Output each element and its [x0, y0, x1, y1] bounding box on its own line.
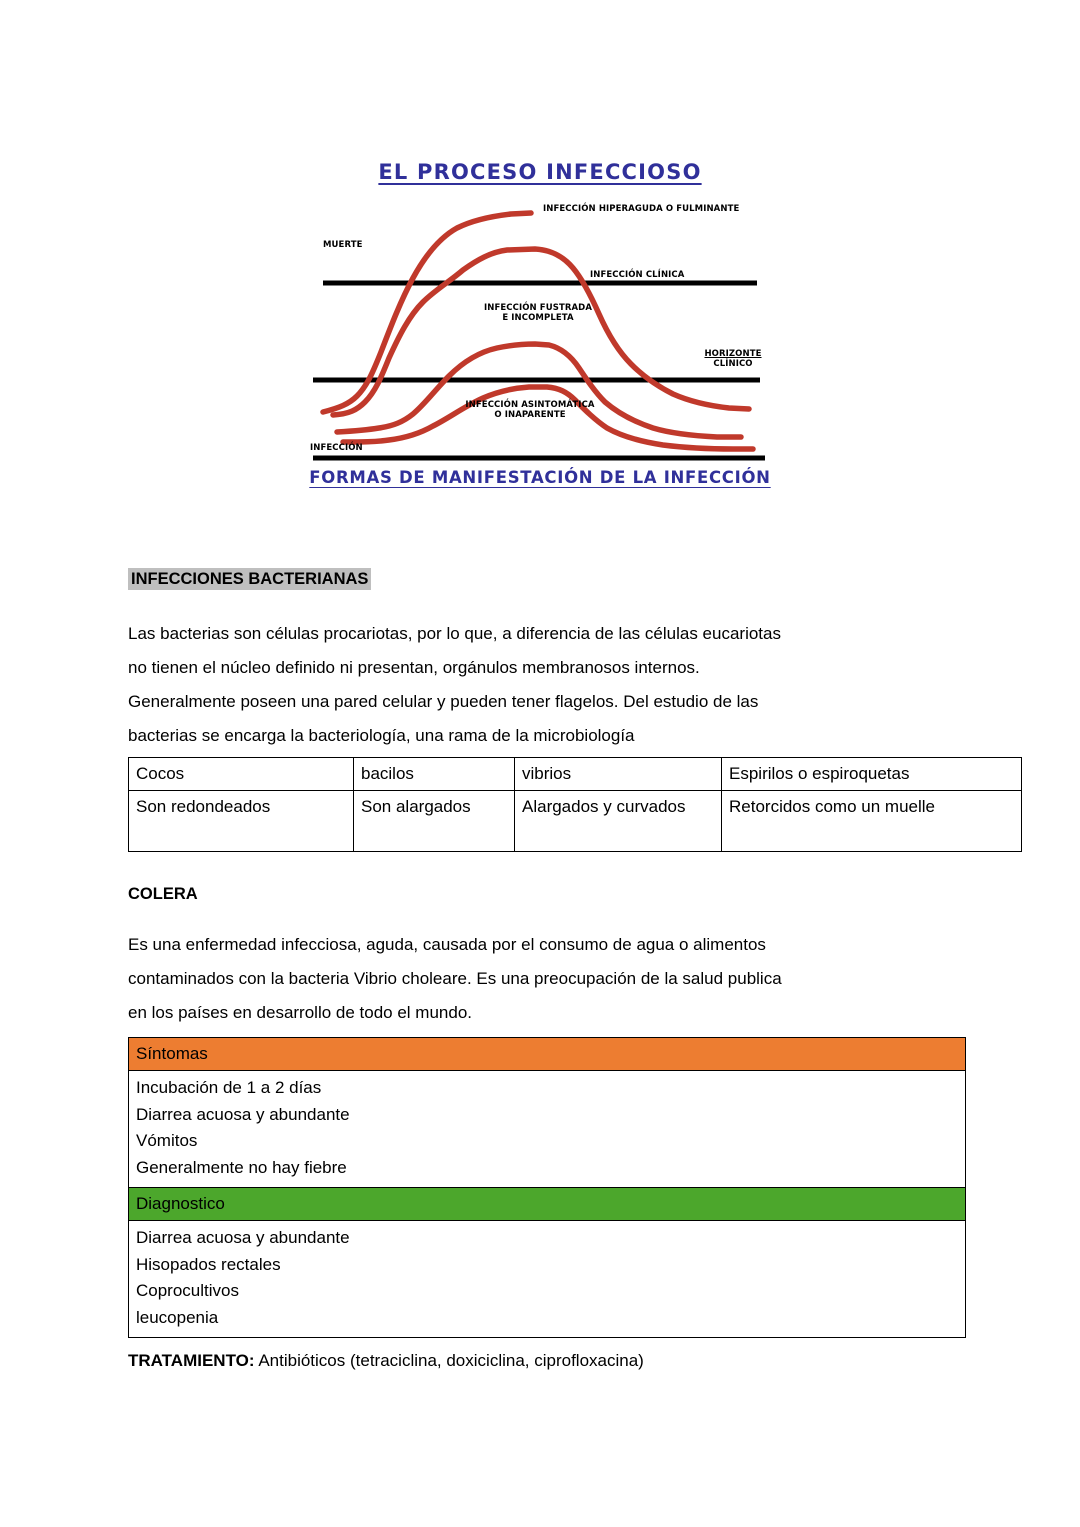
heading-colera: COLERA: [128, 885, 198, 903]
paragraph-colera-line-2: contaminados con la bacteria Vibrio choleare. Es una preocupación de la salud publica: [128, 969, 782, 988]
table-row-sintomas-header: [129, 1038, 966, 1071]
treatment-label: TRATAMIENTO:: [128, 1351, 255, 1370]
diagnostico-item-4: leucopenia: [136, 1307, 219, 1327]
treatment-value: Antibióticos (tetraciclina, doxiciclina, ciprofloxacina): [254, 1351, 644, 1370]
sintoma-item-1: Incubación de 1 a 2 días: [136, 1078, 322, 1097]
paragraph-colera-line-1: Es una enfermedad infecciosa, aguda, causada por el consumo de agua o alimentos: [128, 935, 766, 954]
figure-label-fustrada-line2: E INCOMPLETA: [502, 313, 574, 324]
table-row-headers: [129, 758, 1022, 791]
paragraph-bacterias-line-4: bacterias se encarga la bacteriología, una rama de la microbiología: [128, 726, 635, 745]
sintoma-item-3: Vómitos: [136, 1131, 198, 1150]
bacteria-desc-vibrios: Alargados y curvados: [515, 791, 722, 852]
figure-label-asintomatica-line1: INFECCIÓN ASINTOMÁTICA: [465, 400, 595, 410]
diagnostico-item-2: Hisopados rectales: [136, 1254, 281, 1274]
table-row-sintomas-list: [129, 1071, 966, 1188]
figure-label-hiperaguda: INFECCIÓN HIPERAGUDA O FULMINANTE: [543, 204, 740, 214]
figure-label-muerte: MUERTE: [323, 240, 363, 250]
diagnostico-item-1: Diarrea acuosa y abundante: [136, 1228, 350, 1247]
figure-label-asintomatica: [455, 400, 605, 420]
curve-clinica: [333, 249, 749, 415]
sintoma-item-2: Diarrea acuosa y abundante: [136, 1104, 350, 1124]
paragraph-bacterias-line-2: no tienen el núcleo definido ni presentan, orgánulos membranosos internos.: [128, 658, 700, 677]
figure-label-asintomatica-line2: O INAPARENTE: [494, 410, 566, 421]
bacteria-header-cocos: Cocos: [129, 758, 354, 791]
figure-label-horizonte-clinico: [697, 349, 769, 369]
infection-process-figure: [305, 160, 775, 505]
bacteria-desc-espirilos: Retorcidos como un muelle: [722, 791, 1022, 852]
figure-footer-caption: FORMAS DE MANIFESTACIÓN DE LA INFECCIÓN: [309, 468, 771, 487]
figure-label-fustrada-line1: INFECCIÓN FUSTRADA: [483, 303, 592, 313]
figure-label-infeccion: INFECCIÓN: [310, 443, 363, 453]
sintomas-header-cell: Síntomas: [129, 1038, 966, 1071]
figure-label-horizonte-line1: HORIZONTE: [704, 349, 762, 359]
colera-symptoms-diagnosis-table: [128, 1037, 966, 1338]
diagnostico-list-cell: [129, 1221, 966, 1338]
curve-fustrada: [337, 344, 741, 437]
figure-label-fustrada: [473, 303, 603, 323]
bacteria-header-vibrios: vibrios: [515, 758, 722, 791]
figure-label-clinica: INFECCIÓN CLÍNICA: [590, 270, 685, 280]
paragraph-colera-line-3: en los países en desarrollo de todo el mundo.: [128, 1003, 473, 1022]
table-row-descriptions: [129, 791, 1022, 852]
bacteria-header-espirilos: Espirilos o espiroquetas: [722, 758, 1022, 791]
bacteria-header-bacilos: bacilos: [354, 758, 515, 791]
paragraph-bacterias-line-1: Las bacterias son células procariotas, por lo que, a diferencia de las células eucariotas: [128, 624, 781, 643]
bacteria-desc-cocos: Son redondeados: [129, 791, 354, 852]
diagnostico-item-3: Coprocultivos: [136, 1281, 239, 1300]
table-row-diagnostico-list: [129, 1221, 966, 1338]
bacteria-types-table: [128, 757, 1022, 852]
heading-infecciones-bacterianas: INFECCIONES BACTERIANAS: [128, 568, 371, 590]
paragraph-colera: [128, 928, 968, 1030]
table-row-diagnostico-header: [129, 1188, 966, 1221]
treatment-line: [128, 1348, 644, 1374]
paragraph-bacterias-line-3: Generalmente poseen una pared celular y pueden tener flagelos. Del estudio de las: [128, 692, 759, 711]
sintomas-list-cell: [129, 1071, 966, 1188]
diagnostico-header-cell: Diagnostico: [129, 1188, 966, 1221]
figure-canvas: [305, 190, 775, 462]
bacteria-desc-bacilos: Son alargados: [354, 791, 515, 852]
paragraph-bacterias: [128, 617, 968, 753]
sintoma-item-4: Generalmente no hay fiebre: [136, 1157, 347, 1177]
figure-label-horizonte-line2: CLÍNICO: [713, 359, 753, 370]
figure-title: EL PROCESO INFECCIOSO: [378, 160, 702, 184]
